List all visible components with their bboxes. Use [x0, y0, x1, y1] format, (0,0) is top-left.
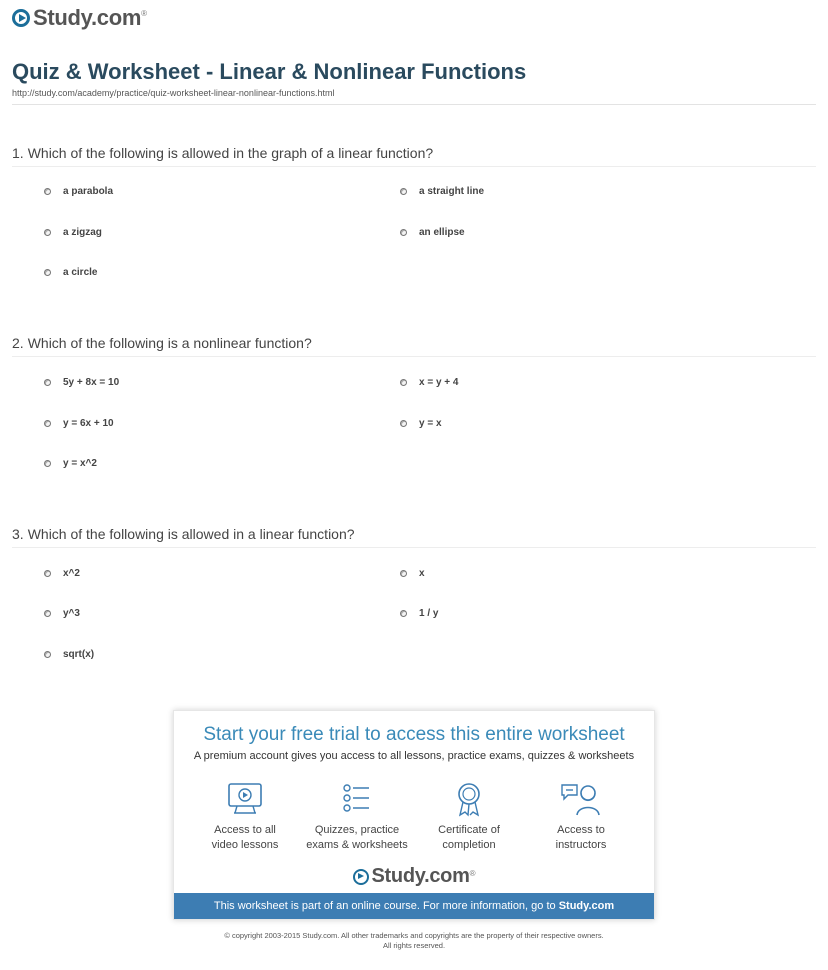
question-number: 2. [12, 335, 24, 351]
option-label: x^2 [63, 568, 80, 579]
question-text: Which of the following is a nonlinear function? [27, 335, 312, 351]
radio-button[interactable] [44, 229, 51, 236]
radio-button[interactable] [44, 570, 51, 577]
feature-certificate [414, 781, 524, 853]
option-label: sqrt(x) [63, 649, 95, 660]
option-label: a circle [63, 267, 98, 278]
trademark-symbol: ® [141, 9, 148, 18]
answer-option[interactable] [44, 608, 80, 619]
promo-footer-text: This worksheet is part of an online course. For more information, go to [213, 900, 556, 912]
answer-option[interactable] [44, 649, 94, 660]
option-label: y = x [419, 418, 442, 429]
question-text: Which of the following is allowed in the graph of a linear function? [27, 145, 434, 161]
answer-option[interactable] [44, 267, 97, 278]
feature-label-line2: instructors [555, 839, 607, 851]
feature-label-line2: video lessons [211, 839, 279, 851]
option-label: a parabola [63, 186, 114, 197]
radio-button[interactable] [44, 188, 51, 195]
feature-label-line2: completion [442, 839, 496, 851]
answer-option[interactable] [44, 377, 119, 388]
question-text: Which of the following is allowed in a linear function? [27, 526, 355, 542]
quiz-list-icon [337, 781, 377, 817]
radio-button[interactable] [400, 420, 407, 427]
copyright-notice [0, 931, 828, 951]
feature-label-line2: exams & worksheets [306, 839, 408, 851]
answer-option[interactable] [400, 377, 458, 388]
option-label: 5y + 8x = 10 [63, 377, 120, 388]
study-logo[interactable] [12, 5, 147, 31]
feature-video-lessons [190, 781, 300, 853]
page-url: http://study.com/academy/practice/quiz-worksheet-linear-nonlinear-functions.html [12, 88, 335, 98]
option-label: y = x^2 [63, 458, 97, 469]
answer-option[interactable] [44, 568, 80, 579]
question-2 [12, 335, 312, 351]
free-trial-promo[interactable] [173, 710, 655, 920]
promo-footer-bar [174, 893, 654, 919]
option-label: 1 / y [419, 608, 439, 619]
radio-button[interactable] [400, 229, 407, 236]
radio-button[interactable] [44, 610, 51, 617]
promo-footer-link[interactable]: Study.com [558, 900, 615, 912]
promo-headline[interactable]: Start your free trial to access this entire worksheet [203, 724, 625, 745]
answer-option[interactable] [400, 186, 484, 197]
question-divider [12, 166, 816, 167]
feature-quizzes [302, 781, 412, 853]
play-circle-icon [12, 9, 30, 27]
option-label: x [419, 568, 425, 579]
radio-button[interactable] [400, 379, 407, 386]
answer-option[interactable] [44, 418, 114, 429]
header-divider [12, 104, 816, 105]
brand-name: Study.com [371, 865, 470, 887]
radio-button[interactable] [400, 570, 407, 577]
answer-option[interactable] [44, 186, 113, 197]
radio-button[interactable] [44, 651, 51, 658]
option-label: y^3 [63, 608, 80, 619]
option-label: x = y + 4 [419, 377, 459, 388]
promo-study-logo[interactable] [174, 865, 654, 888]
question-3 [12, 526, 355, 542]
trademark-symbol: ® [469, 869, 476, 878]
radio-button[interactable] [400, 610, 407, 617]
brand-name: Study.com [33, 5, 142, 30]
certificate-ribbon-icon [449, 781, 489, 817]
answer-option[interactable] [400, 608, 438, 619]
option-label: an ellipse [419, 227, 465, 238]
page-title: Quiz & Worksheet - Linear & Nonlinear Functions [12, 59, 527, 84]
question-divider [12, 356, 816, 357]
radio-button[interactable] [44, 379, 51, 386]
promo-subline: A premium account gives you access to all lessons, practice exams, quizzes & worksheets [193, 750, 635, 762]
answer-option[interactable] [44, 227, 102, 238]
option-label: a straight line [419, 186, 485, 197]
feature-label-line1: Access to [557, 824, 605, 836]
feature-instructors [526, 781, 636, 853]
copyright-line2: All rights reserved. [382, 941, 446, 950]
play-circle-icon [353, 869, 369, 885]
answer-option[interactable] [44, 458, 97, 469]
copyright-line1: © copyright 2003-2015 Study.com. All other trademarks and copyrights are the property of their respective owners. [224, 931, 604, 940]
radio-button[interactable] [44, 269, 51, 276]
feature-label-line1: Access to all [214, 824, 276, 836]
answer-option[interactable] [400, 568, 425, 579]
question-number: 1. [12, 145, 24, 161]
answer-option[interactable] [400, 227, 465, 238]
option-label: y = 6x + 10 [63, 418, 114, 429]
option-label: a zigzag [63, 227, 102, 238]
instructor-chat-icon [559, 781, 603, 817]
radio-button[interactable] [400, 188, 407, 195]
question-divider [12, 547, 816, 548]
answer-option[interactable] [400, 418, 442, 429]
feature-label-line1: Certificate of [438, 824, 500, 836]
video-lesson-icon [225, 781, 265, 817]
question-number: 3. [12, 526, 24, 542]
radio-button[interactable] [44, 460, 51, 467]
radio-button[interactable] [44, 420, 51, 427]
question-1 [12, 145, 433, 161]
feature-label-line1: Quizzes, practice [314, 824, 400, 836]
